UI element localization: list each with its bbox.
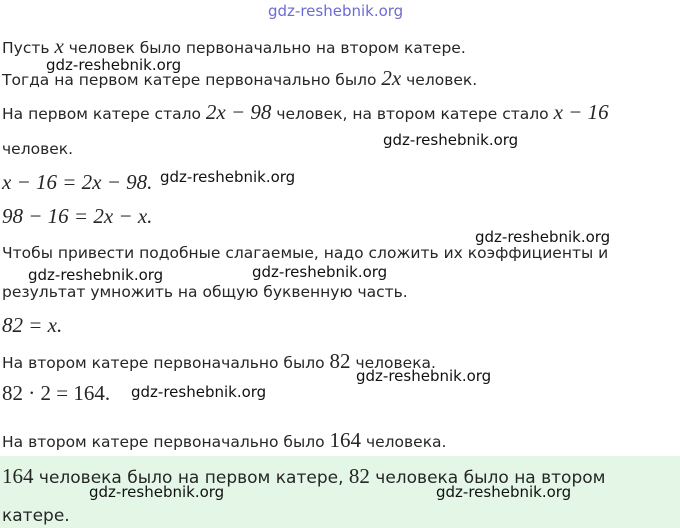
watermark: gdz-reshebnik.org — [28, 266, 164, 284]
text: человека. — [350, 354, 436, 372]
math-number: 82 — [348, 464, 370, 488]
math-expression: 2x — [381, 66, 402, 90]
watermark: gdz-reshebnik.org — [436, 483, 572, 501]
watermark: gdz-reshebnik.org — [252, 263, 388, 281]
text: человека было на первом катере, — [33, 468, 349, 488]
text-line — [2, 140, 73, 158]
text: человек. — [401, 71, 478, 89]
watermark: gdz-reshebnik.org — [160, 168, 296, 186]
text: человек. — [2, 140, 74, 158]
text: человек было первоначально на втором катере. — [63, 39, 466, 57]
equation — [2, 170, 152, 195]
math-expression: 82 · 2 = 164. — [2, 381, 111, 405]
math-expression: 2x − 98 — [205, 100, 272, 124]
text-line — [2, 244, 608, 262]
math-number: 164 — [329, 428, 362, 452]
text: человека. — [361, 433, 447, 451]
text: На первом катере стало — [2, 105, 206, 123]
math-variable: x — [54, 34, 64, 58]
math-expression: x − 16 = 2x − 98. — [2, 170, 153, 194]
watermark: gdz-reshebnik.org — [131, 383, 267, 401]
text: На втором катере первоначально было — [2, 433, 330, 451]
text: катере. — [2, 506, 70, 526]
text-line — [2, 428, 447, 453]
equation — [2, 381, 110, 406]
equation — [2, 313, 62, 338]
answer-line — [2, 506, 70, 526]
text: человека было на втором — [369, 468, 606, 488]
text: Чтобы привести подобные слагаемые, надо сложить их коэффициенты и — [2, 244, 609, 262]
equation — [2, 204, 152, 229]
text: человек, на втором катере стало — [271, 105, 554, 123]
watermark: gdz-reshebnik.org — [356, 367, 492, 385]
text-line — [2, 100, 609, 125]
math-expression: 82 = x. — [2, 313, 63, 337]
watermark: gdz-reshebnik.org — [89, 483, 225, 501]
watermark: gdz-reshebnik.org — [268, 2, 404, 20]
math-number: 82 — [329, 349, 351, 373]
text: Пусть — [2, 39, 55, 57]
watermark: gdz-reshebnik.org — [383, 131, 519, 149]
math-number: 164 — [2, 464, 34, 488]
watermark: gdz-reshebnik.org — [46, 56, 182, 74]
text-line — [2, 283, 408, 301]
math-expression: x − 16 — [553, 100, 609, 124]
math-expression: 98 − 16 = 2x − x. — [2, 204, 153, 228]
text: результат умножить на общую буквенную часть. — [2, 283, 408, 301]
text: На втором катере первоначально было — [2, 354, 330, 372]
text: Тогда на первом катере первоначально было — [2, 71, 382, 89]
watermark: gdz-reshebnik.org — [475, 228, 611, 246]
